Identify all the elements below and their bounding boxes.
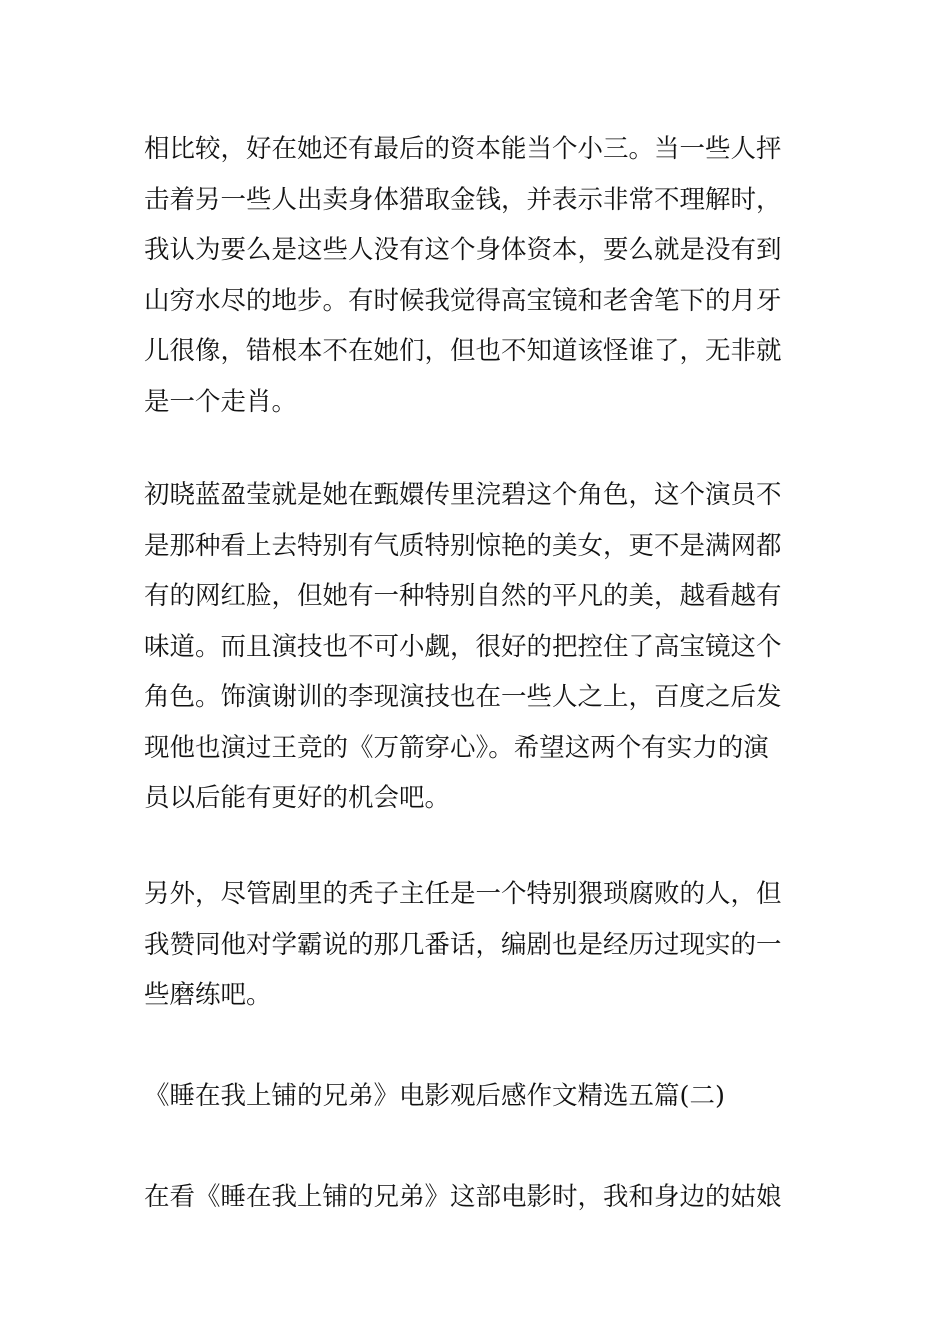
text-line: 山穷水尽的地步。有时候我觉得高宝镜和老舍笔下的月牙 — [144, 285, 782, 316]
text-line: 角色。饰演谢训的李现演技也在一些人之上，百度之后发 — [144, 682, 782, 712]
text-line: 我赞同他对学霸说的那几番话，编剧也是经历过现实的一 — [144, 929, 782, 960]
text-line: 我认为要么是这些人没有这个身体资本，要么就是没有到 — [144, 235, 782, 265]
text-line: 些磨练吧。 — [144, 980, 272, 1010]
paragraph-1 — [144, 124, 809, 427]
text-line: 员以后能有更好的机会吧。 — [144, 783, 451, 813]
paragraph-3 — [144, 869, 809, 1021]
paragraph-4 — [144, 1172, 809, 1223]
text-line: 另外，尽管剧里的秃子主任是一个特别猥琐腐败的人，但 — [144, 879, 782, 909]
paragraph-2 — [144, 470, 809, 824]
text-line: 击着另一些人出卖身体猎取金钱，并表示非常不理解时， — [144, 184, 782, 215]
text-line: 是那种看上去特别有气质特别惊艳的美女，更不是满网都 — [144, 530, 782, 561]
text-line: 儿很像，错根本不在她们，但也不知道该怪谁了，无非就 — [144, 336, 782, 366]
text-line: 在看《睡在我上铺的兄弟》这部电影时，我和身边的姑娘 — [144, 1182, 782, 1212]
text-line: 是一个走肖。 — [144, 386, 298, 417]
text-line: 味道。而且演技也不可小觑，很好的把控住了高宝镜这个 — [144, 631, 782, 662]
section-heading — [144, 1071, 809, 1122]
text-line: 有的网红脸，但她有一种特别自然的平凡的美，越看越有 — [144, 581, 782, 611]
text-line: 现他也演过王竞的《万箭穿心》。希望这两个有实力的演 — [144, 732, 769, 763]
text-line: 初晓蓝盈莹就是她在甄嬛传里浣碧这个角色，这个演员不 — [144, 480, 782, 510]
heading-line: 《睡在我上铺的兄弟》电影观后感作文精选五篇(二) — [144, 1081, 725, 1111]
text-line: 相比较，好在她还有最后的资本能当个小三。当一些人抨 — [144, 134, 782, 164]
